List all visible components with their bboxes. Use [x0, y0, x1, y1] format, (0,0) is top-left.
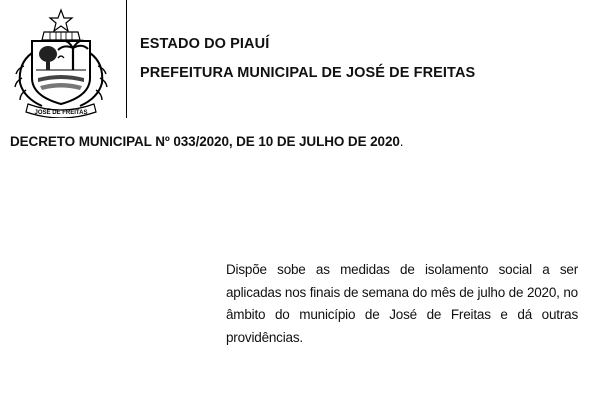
decree-summary: Dispõe sobe as medidas de isolamento social a ser aplicadas nos finais de semana do mês de julho de 2020, no âmbito do município de José de Freitas e dá outras providências.	[226, 262, 578, 345]
header-divider	[126, 0, 127, 118]
state-name: ESTADO DO PIAUÍ	[140, 36, 270, 52]
document-header	[0, 0, 600, 120]
municipality-name: PREFEITURA MUNICIPAL DE JOSÉ DE FREITAS	[140, 65, 476, 81]
crest-motto: JOSÉ DE FREITAS	[34, 110, 88, 116]
coat-of-arms-icon	[6, 8, 116, 118]
decree-title-text: DECRETO MUNICIPAL Nº 033/2020, DE 10 DE JULHO DE 2020	[10, 134, 400, 149]
decree-title	[10, 134, 403, 149]
header-titles	[140, 36, 475, 82]
decree-title-period: .	[399, 134, 404, 149]
